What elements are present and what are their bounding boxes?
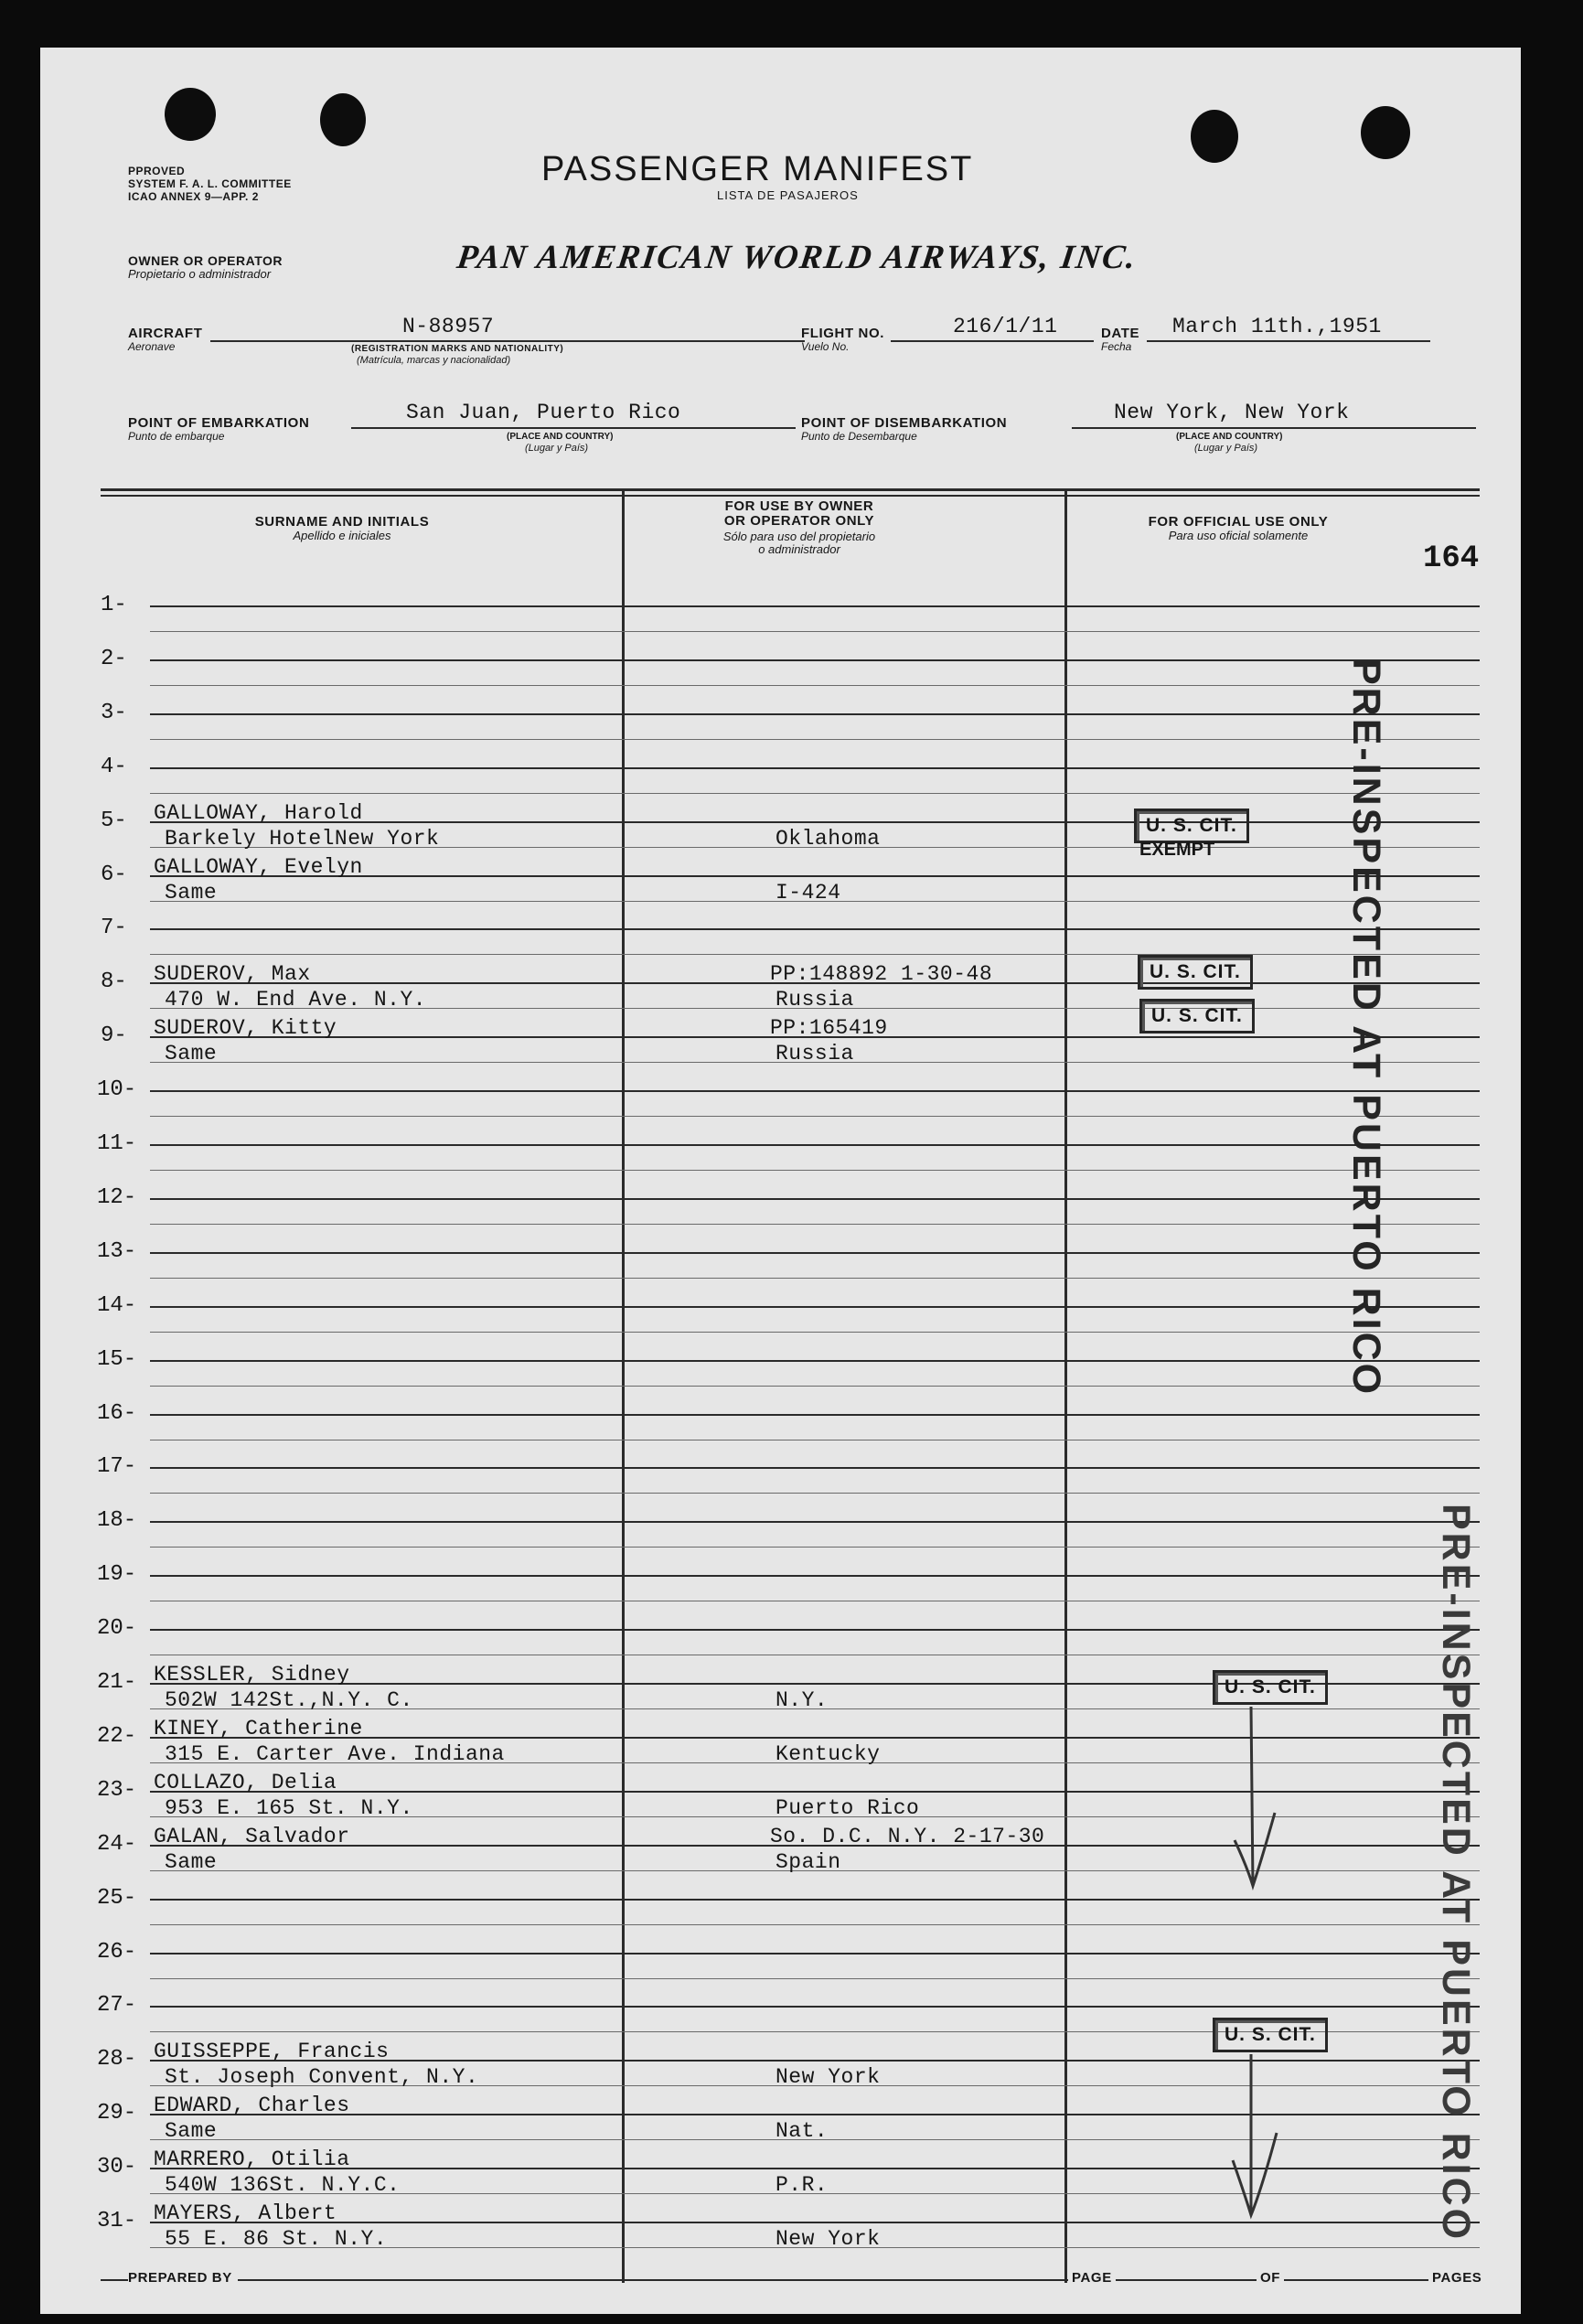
punch-hole-icon [1361, 106, 1410, 159]
row-number: 1- [101, 593, 127, 617]
passenger-address: St. Joseph Convent, N.Y. [165, 2065, 479, 2090]
row-number: 10- [97, 1077, 137, 1103]
owner-name: PAN AMERICAN WORLD AIRWAYS, INC. [455, 239, 1140, 276]
table-top-rule-2 [101, 495, 1480, 497]
row-rule [150, 767, 1480, 769]
disembark-value: New York, New York [1114, 401, 1350, 424]
row-number: 22- [97, 1723, 137, 1749]
row-rule-light [150, 1547, 1480, 1548]
row-rule [150, 1306, 1480, 1308]
col-header-owner-es-line: o administrador [758, 542, 840, 556]
column-divider [1064, 490, 1067, 2283]
row-rule [150, 1467, 1480, 1469]
column-divider [622, 490, 625, 2283]
embark-label: POINT OF EMBARKATION [128, 415, 310, 431]
passenger-name: GALAN, Salvador [154, 1824, 350, 1848]
passenger-name: MARRERO, Otilia [154, 2147, 350, 2172]
passenger-address: Barkely HotelNew York [165, 826, 440, 851]
row-rule [150, 1252, 1480, 1254]
row-number: 2- [101, 646, 127, 671]
row-number: 26- [97, 1939, 137, 1965]
disembark-label-es: Punto de Desembarque [801, 430, 917, 443]
approval-block [128, 165, 292, 203]
row-number: 18- [97, 1508, 137, 1534]
operator-note: PP:165419 [770, 1016, 888, 1041]
disembark-caption: (PLACE AND COUNTRY) [1176, 432, 1283, 442]
row-number: 7- [101, 916, 127, 941]
row-number: 20- [97, 1616, 137, 1642]
pages-label: PAGES [1428, 2270, 1485, 2286]
operator-origin: Russia [775, 988, 854, 1012]
aircraft-caption: (REGISTRATION MARKS AND NATIONALITY) [351, 344, 564, 354]
page-number: 164 [1423, 541, 1480, 576]
row-rule [150, 928, 1480, 930]
col-header-owner-es [589, 530, 1010, 556]
us-cit-stamp: U. S. CIT. [1134, 809, 1249, 843]
operator-note: So. D.C. N.Y. 2-17-30 [770, 1824, 1045, 1848]
disembark-label: POINT OF DISEMBARKATION [801, 415, 1008, 431]
row-number: 31- [97, 2209, 137, 2233]
row-number: 13- [97, 1238, 137, 1264]
row-number: 12- [97, 1184, 137, 1210]
passenger-address: 470 W. End Ave. N.Y. [165, 988, 427, 1012]
row-rule [150, 1198, 1480, 1200]
row-number: 9- [101, 1023, 127, 1049]
operator-origin: Kentucky [775, 1741, 881, 1766]
row-rule [150, 1090, 1480, 1092]
row-rule-light [150, 1224, 1480, 1225]
operator-origin: New York [775, 2227, 881, 2251]
operator-origin: Spain [775, 1849, 841, 1874]
table-top-rule [101, 488, 1480, 491]
row-rule [150, 1414, 1480, 1416]
date-underline [1147, 340, 1430, 342]
embark-caption: (PLACE AND COUNTRY) [507, 432, 614, 442]
row-rule-light [150, 1386, 1480, 1387]
col-header-surname-es: Apellido e iniciales [293, 529, 391, 542]
flight-label: FLIGHT NO. [801, 326, 884, 341]
check-mark-icon [1229, 1703, 1284, 1904]
col-header-owner-line: OR OPERATOR ONLY [723, 513, 875, 529]
flight-label-es: Vuelo No. [801, 340, 850, 353]
punch-hole-icon [165, 88, 216, 141]
operator-note: PP:148892 1-30-48 [770, 962, 993, 987]
operator-origin: P.R. [775, 2173, 829, 2198]
operator-origin: Nat. [775, 2119, 829, 2144]
operator-origin: N.Y. [775, 1688, 829, 1712]
row-rule-light [150, 1170, 1480, 1171]
owner-label-es: Propietario o administrador [128, 267, 272, 281]
aircraft-label: AIRCRAFT [128, 326, 203, 341]
passenger-address: Same [165, 1042, 218, 1066]
approval-line: PPROVED [128, 165, 186, 177]
passenger-address: Same [165, 2119, 218, 2144]
operator-origin: Puerto Rico [775, 1795, 920, 1820]
col-header-official: FOR OFFICIAL USE ONLY [1148, 514, 1329, 530]
operator-origin: New York [775, 2065, 881, 2090]
operator-origin: I-424 [775, 880, 841, 905]
row-rule [150, 659, 1480, 661]
passenger-name: KESSLER, Sidney [154, 1663, 350, 1687]
aircraft-caption-es: (Matrícula, marcas y nacionalidad) [357, 355, 511, 366]
aircraft-value: N-88957 [402, 315, 495, 338]
of-label: OF [1257, 2270, 1284, 2286]
row-rule [150, 1629, 1480, 1631]
row-number: 6- [101, 862, 127, 887]
date-value: March 11th.,1951 [1172, 315, 1382, 338]
flight-underline [891, 340, 1094, 342]
punch-hole-icon [1191, 110, 1238, 163]
passenger-name: GUISSEPPE, Francis [154, 2040, 390, 2064]
row-rule [150, 605, 1480, 607]
check-mark-icon [1229, 2051, 1284, 2233]
passenger-address: Same [165, 1849, 218, 1874]
manifest-sheet [40, 48, 1521, 2314]
row-rule-light [150, 1278, 1480, 1279]
row-number: 4- [101, 754, 127, 779]
embark-label-es: Punto de embarque [128, 430, 225, 443]
col-header-owner [589, 499, 1010, 529]
us-cit-stamp: U. S. CIT. [1213, 2018, 1328, 2052]
row-number: 16- [97, 1400, 137, 1426]
passenger-name: KINEY, Catherine [154, 1716, 363, 1740]
passenger-name: SUDEROV, Max [154, 962, 311, 987]
passenger-name: SUDEROV, Kitty [154, 1016, 337, 1041]
prepared-by-label: PREPARED BY [128, 2270, 238, 2286]
row-rule-light [150, 1116, 1480, 1117]
disembark-caption-es: (Lugar y País) [1194, 443, 1258, 454]
row-rule [150, 1953, 1480, 1955]
pre-inspected-stamp: PRE-INSPECTED AT PUERTO RICO [1344, 659, 1388, 1398]
passenger-address: 315 E. Carter Ave. Indiana [165, 1741, 505, 1766]
us-cit-stamp: U. S. CIT. [1213, 1670, 1328, 1705]
row-number: 24- [97, 1831, 137, 1857]
col-header-owner-line: FOR USE BY OWNER [724, 498, 874, 514]
operator-origin: Russia [775, 1042, 854, 1066]
exempt-stamp: EXEMPT [1139, 840, 1215, 860]
row-number: 3- [101, 700, 127, 725]
row-number: 25- [97, 1885, 137, 1911]
passenger-name: MAYERS, Albert [154, 2201, 337, 2225]
us-cit-stamp: U. S. CIT. [1138, 955, 1253, 990]
row-rule-light [150, 1924, 1480, 1925]
row-rule-light [150, 631, 1480, 632]
row-rule [150, 1521, 1480, 1523]
embark-caption-es: (Lugar y País) [525, 443, 589, 454]
col-header-owner-es-line: Sólo para uso del propietario [722, 530, 876, 543]
col-header-surname: SURNAME AND INITIALS [254, 514, 430, 530]
aircraft-label-es: Aeronave [128, 340, 176, 353]
passenger-address: Same [165, 880, 218, 905]
page-title: PASSENGER MANIFEST [541, 150, 974, 188]
row-rule-light [150, 1493, 1480, 1494]
page-subtitle: LISTA DE PASAJEROS [717, 188, 859, 202]
row-rule [150, 2006, 1480, 2008]
row-rule [150, 1144, 1480, 1146]
row-rule-light [150, 954, 1480, 955]
row-rule [150, 1575, 1480, 1577]
date-label-es: Fecha [1101, 340, 1132, 353]
row-number: 28- [97, 2047, 137, 2072]
passenger-name: GALLOWAY, Harold [154, 800, 363, 825]
operator-origin: Oklahoma [775, 826, 881, 851]
disembark-underline [1072, 427, 1476, 429]
row-rule-light [150, 685, 1480, 686]
row-rule-light [150, 1978, 1480, 1979]
row-rule-light [150, 793, 1480, 794]
date-label: DATE [1101, 326, 1140, 341]
approval-line: SYSTEM F. A. L. COMMITTEE [128, 177, 292, 190]
row-number: 5- [101, 808, 127, 833]
punch-hole-icon [320, 93, 366, 146]
aircraft-underline [210, 340, 805, 342]
passenger-address: 502W 142St.,N.Y. C. [165, 1688, 413, 1712]
passenger-address: 953 E. 165 St. N.Y. [165, 1795, 413, 1820]
pre-inspected-stamp: PRE-INSPECTED AT PUERTO RICO [1434, 1504, 1478, 2243]
row-number: 21- [97, 1670, 137, 1695]
passenger-name: GALLOWAY, Evelyn [154, 854, 363, 879]
row-rule-light [150, 739, 1480, 740]
owner-label: OWNER OR OPERATOR [128, 253, 283, 268]
row-number: 29- [97, 2101, 137, 2126]
approval-line: ICAO ANNEX 9—APP. 2 [128, 190, 259, 203]
row-number: 19- [97, 1562, 137, 1588]
passenger-address: 55 E. 86 St. N.Y. [165, 2227, 388, 2251]
row-number: 17- [97, 1454, 137, 1480]
row-number: 23- [97, 1777, 137, 1803]
row-number: 27- [97, 1993, 137, 2019]
col-header-official-es: Para uso oficial solamente [1168, 529, 1309, 542]
embark-underline [351, 427, 796, 429]
row-number: 11- [97, 1131, 137, 1156]
embark-value: San Juan, Puerto Rico [406, 401, 681, 424]
row-number: 30- [97, 2155, 137, 2180]
passenger-name: EDWARD, Charles [154, 2094, 350, 2118]
row-rule-light [150, 1332, 1480, 1333]
us-cit-stamp: U. S. CIT. [1139, 999, 1255, 1033]
row-rule [150, 1360, 1480, 1362]
row-number: 14- [97, 1292, 137, 1318]
page-label: PAGE [1068, 2270, 1116, 2286]
flight-value: 216/1/11 [953, 315, 1058, 338]
row-number: 15- [97, 1346, 137, 1372]
row-number: 8- [101, 969, 127, 995]
row-rule [150, 713, 1480, 715]
passenger-address: 540W 136St. N.Y.C. [165, 2173, 401, 2198]
passenger-name: COLLAZO, Delia [154, 1770, 337, 1794]
